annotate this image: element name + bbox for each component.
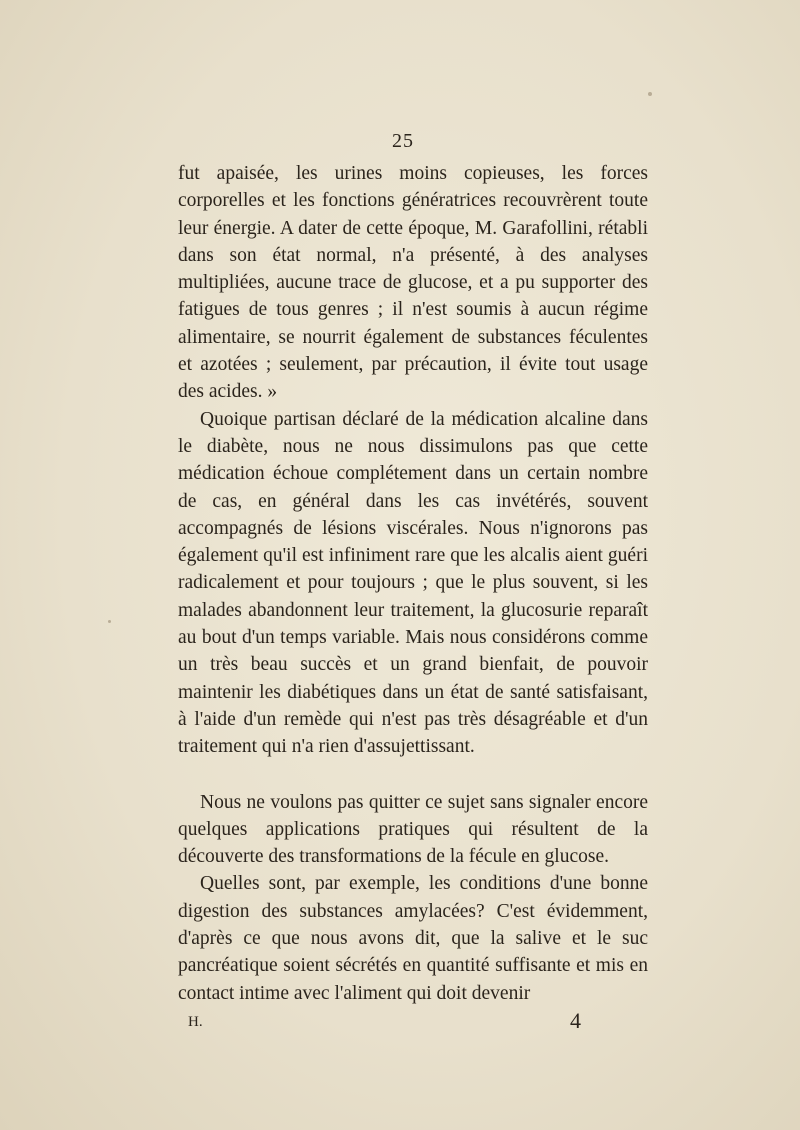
body-text <box>178 160 648 1007</box>
paragraph-gap <box>178 761 648 789</box>
paragraph-3: Nous ne voulons pas quitter ce sujet sans signaler encore quelques applications pratiques qui résultent de la découverte des transformations de la fécule en glucose. <box>178 791 648 868</box>
paragraph-1: fut apaisée, les urines moins copieuses, les forces corporelles et les fonctions génératrices recouvrèrent toute leur énergie. A dater de cette époque, M. Garafollini, rétabli dans son état normal, n'a présenté, à des analyses multipliées, aucune trace de glucose, et a pu supporter des fatigues de tous genres ; il n'est soumis à aucun régime alimentaire, se nourrit également de substances féculentes et azotées ; seulement, par précaution, il évite tout usage des acides. » <box>178 163 648 403</box>
paper-speck <box>648 92 652 96</box>
page-number: 25 <box>392 130 414 152</box>
signature-mark: H. <box>188 1014 203 1030</box>
paragraph-2: Quoique partisan déclaré de la médication alcaline dans le diabète, nous ne nous dissimulons pas que cette médication échoue complétement dans un certain nombre de cas, en général dans les cas invétérés, souvent accompagnés de lésions viscérales. Nous n'ignorons pas également qu'il est infiniment rare que les alcalis aient guéri radicalement et pour toujours ; que le plus souvent, si les malades abandonnent leur traitement, la glucosurie reparaît au bout d'un temps variable. Mais nous considérons comme un très beau succès et un grand bienfait, de pouvoir maintenir les diabétiques dans un état de santé satisfaisant, à l'aide d'un remède qui n'est pas très désagréable et d'un traitement qui n'a rien d'assujettissant. <box>178 408 648 758</box>
folio-number: 4 <box>570 1008 581 1033</box>
paragraph-4: Quelles sont, par exemple, les conditions d'une bonne digestion des substances amylacées? C'est évidemment, d'après ce que nous avons dit, que la salive et le suc pancréatique soient sécrétés en quantité suffisante et mis en contact intime avec l'aliment qui doit devenir <box>178 873 648 1004</box>
paper-speck <box>108 620 111 623</box>
